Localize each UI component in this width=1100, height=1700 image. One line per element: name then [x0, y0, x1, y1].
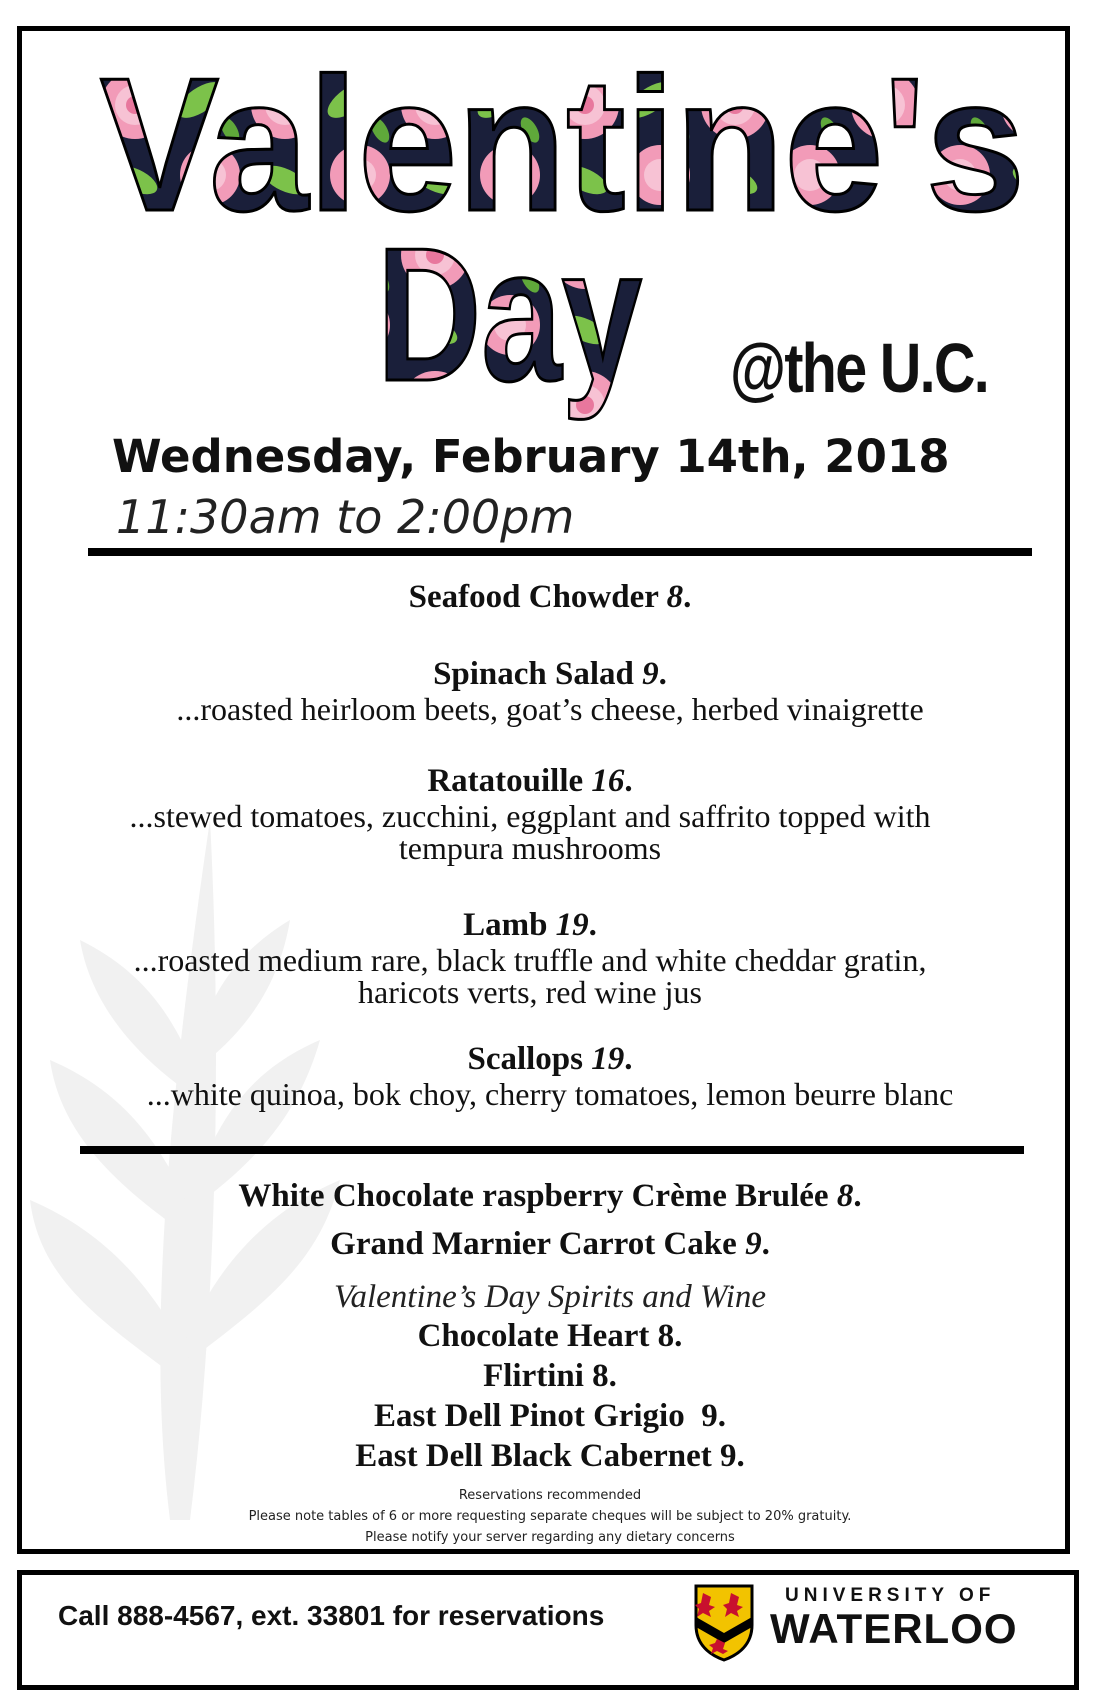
divider-middle [80, 1146, 1024, 1154]
drinks-heading: Valentine’s Day Spirits and Wine [333, 1279, 767, 1315]
note-reservations: Reservations recommended [458, 1488, 642, 1503]
menu-item-name: Spinach Salad [433, 656, 634, 692]
university-name: WATERLOO [770, 1605, 1018, 1652]
drinks-list: Valentine’s Day Spirits and Wine Chocolate Heart 8. Flirtini 8. East Dell Pinot Grigio 9. East Dell Black Cabernet 9. [60, 1278, 1040, 1476]
notes [60, 1485, 1040, 1548]
drink-price: 8 [592, 1358, 609, 1394]
university-crest-icon [693, 1583, 755, 1663]
drink-name: East Dell Black Cabernet [355, 1438, 712, 1474]
drink-price: 9 [701, 1398, 718, 1434]
menu-item: Seafood Chowder 8. [408, 579, 692, 615]
event-time: 11:30am to 2:00pm [116, 490, 575, 544]
dessert-list: White Chocolate raspberry Crème Brulée 8. Grand Marnier Carrot Cake 9. [238, 1178, 862, 1262]
menu-item-price: 8 [666, 579, 684, 615]
menu-item-name: Ratatouille [427, 763, 584, 799]
menu-item: Scallops 19. ...white quinoa, bok choy, cherry tomatoes, lemon beurre blanc [60, 1040, 1040, 1110]
menu-item-description: ...white quinoa, bok choy, cherry tomatoes, lemon beurre blanc [146, 1076, 954, 1112]
university-label: UNIVERSITY OF [785, 1585, 996, 1606]
menu-item: Lamb 19. ...roasted medium rare, black truffle and white cheddar gratin, haricots verts, red wine jus [120, 906, 940, 1008]
menu-item-name: Lamb [463, 907, 548, 943]
menu-item-price: 19 [591, 1041, 625, 1077]
drink-name: Flirtini [483, 1358, 584, 1394]
drink-name: Chocolate Heart [417, 1318, 650, 1354]
drink-price: 8 [657, 1318, 675, 1354]
menu-item-description: ...roasted heirloom beets, goat’s cheese, herbed vinaigrette [176, 691, 924, 727]
note-gratuity: Please note tables of 6 or more requesting separate cheques will be subject to 20% gratuity. [248, 1509, 852, 1524]
drink-name: East Dell Pinot Grigio [374, 1398, 685, 1434]
menu-item-price: 16 [591, 763, 625, 799]
title-line2: Day [377, 209, 642, 421]
reservation-phone: Call 888-4567, ext. 33801 for reservations [58, 1600, 605, 1631]
venue-label: @the U.C. [730, 329, 989, 407]
drink-price: 9 [720, 1438, 737, 1474]
note-dietary: Please notify your server regarding any dietary concerns [365, 1530, 735, 1545]
menu-item-price: 19 [555, 907, 589, 943]
dessert-name: Grand Marnier Carrot Cake [330, 1226, 737, 1262]
menu-item-description: ...stewed tomatoes, zucchini, eggplant and saffrito topped with tempura mushrooms [129, 798, 931, 866]
menu-item-name: Seafood Chowder [408, 579, 659, 615]
divider-top [88, 548, 1032, 556]
menu-item-price: 9 [642, 656, 659, 692]
menu-item: Ratatouille 16. ...stewed tomatoes, zucchini, eggplant and saffrito topped with tempura mushrooms [105, 762, 955, 864]
dessert-price: 9 [745, 1226, 762, 1262]
dessert-name: White Chocolate raspberry Crème Brulée [238, 1178, 829, 1214]
title-line1: Valentine's [100, 60, 1025, 251]
menu-item-description: ...roasted medium rare, black truffle and white cheddar gratin, haricots verts, red wine jus [133, 942, 927, 1010]
menu-item: Spinach Salad 9. ...roasted heirloom beets, goat’s cheese, herbed vinaigrette [60, 655, 1040, 725]
event-date: Wednesday, February 14th, 2018 [112, 430, 950, 483]
dessert-price: 8 [836, 1178, 854, 1214]
menu-item-name: Scallops [467, 1041, 584, 1077]
